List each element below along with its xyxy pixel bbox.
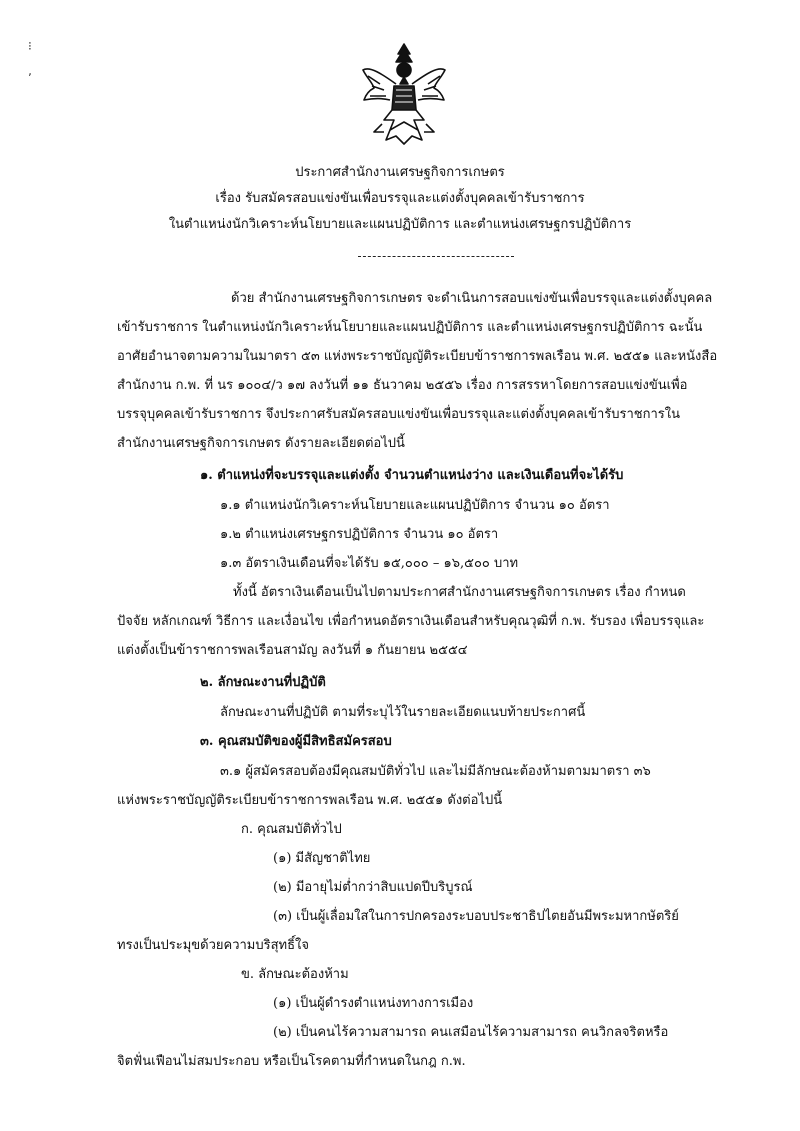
intro-line-1: ด้วย สำนักงานเศรษฐกิจการเกษตร จะดำเนินการสอบแข่งขันเพื่อบรรจุและแต่งตั้งบุคคล: [231, 291, 713, 306]
section-1-item-2: ๑.๒ ตำแหน่งเศรษฐกรปฏิบัติการ จำนวน ๑๐ อัตรา: [220, 527, 499, 542]
section-2-heading: ๒. ลักษณะงานที่ปฏิบัติ: [200, 675, 326, 690]
agency-title: ประกาศสำนักงานเศรษฐกิจการเกษตร: [295, 165, 505, 180]
section-3-intro-line-1: ๓.๑ ผู้สมัครสอบต้องมีคุณสมบัติทั่วไป และไม่มีลักษณะต้องห้ามตามมาตรา ๓๖: [220, 764, 651, 779]
section-3-intro-line-2: แห่งพระราชบัญญัติระเบียบข้าราชการพลเรือน พ.ศ. ๒๕๕๑ ดังต่อไปนี้: [117, 793, 503, 808]
subject-line: เรื่อง รับสมัครสอบแข่งขันเพื่อบรรจุและแต่งตั้งบุคคลเข้ารับราชการ: [215, 191, 585, 206]
prohibited-item-1: (๑) เป็นผู้ดำรงตำแหน่งทางการเมือง: [273, 996, 474, 1011]
intro-line-4: สำนักงาน ก.พ. ที่ นร ๑๐๐๔/ว ๑๗ ลงวันที่ ๑๑ ธันวาคม ๒๕๕๖ เรื่อง การสรรหาโดยการสอบแข่งขันเพื่อ: [117, 378, 688, 393]
margin-mark: ٬: [28, 71, 32, 85]
section-1-note-line-2: ปัจจัย หลักเกณฑ์ วิธีการ และเงื่อนไข เพื่อกำหนดอัตราเงินเดือนสำหรับคุณวุฒิที่ ก.พ. รับรอง เพื่อบรรจุและ: [117, 614, 705, 629]
document-header: [0, 160, 800, 238]
prohibited-heading: ข. ลักษณะต้องห้าม: [241, 967, 349, 982]
positions-line: ในตำแหน่งนักวิเคราะห์นโยบายและแผนปฏิบัติการ และตำแหน่งเศรษฐกรปฏิบัติการ: [168, 217, 632, 232]
general-qualification-3-line-2: ทรงเป็นประมุขด้วยความบริสุทธิ์ใจ: [117, 938, 310, 953]
prohibited-item-2-line-1: (๒) เป็นคนไร้ความสามารถ คนเสมือนไร้ความสามารถ คนวิกลจริตหรือ: [273, 1025, 669, 1040]
intro-line-5: บรรจุบุคคลเข้ารับราชการ จึงประกาศรับสมัครสอบแข่งขันเพื่อบรรจุและแต่งตั้งบุคคลเข้ารับราชการใน: [117, 407, 681, 422]
section-3-heading: ๓. คุณสมบัติของผู้มีสิทธิสมัครสอบ: [200, 734, 392, 749]
section-1-note-line-1: ทั้งนี้ อัตราเงินเดือนเป็นไปตามประกาศสำนักงานเศรษฐกิจการเกษตร เรื่อง กำหนด: [233, 585, 686, 600]
intro-line-6: สำนักงานเศรษฐกิจการเกษตร ดังรายละเอียดต่อไปนี้: [117, 436, 405, 451]
prohibited-item-2-line-2: จิตฟั่นเฟือนไม่สมประกอบ หรือเป็นโรคตามที่กำหนดในกฎ ก.พ.: [117, 1054, 466, 1069]
general-qualification-3-line-1: (๓) เป็นผู้เลื่อมใสในการปกครองระบอบประชาธิปไตยอันมีพระมหากษัตริย์: [273, 909, 679, 924]
section-1-heading: ๑. ตำแหน่งที่จะบรรจุและแต่งตั้ง จำนวนตำแหน่งว่าง และเงินเดือนที่จะได้รับ: [200, 468, 624, 483]
garuda-emblem-icon: [360, 40, 448, 148]
margin-mark: ⁝: [28, 39, 32, 53]
section-2-text: ลักษณะงานที่ปฏิบัติ ตามที่ระบุไว้ในรายละเอียดแนบท้ายประกาศนี้: [220, 705, 586, 720]
general-qualifications-heading: ก. คุณสมบัติทั่วไป: [241, 822, 342, 837]
section-1-note-line-3: แต่งตั้งเป็นข้าราชการพลเรือนสามัญ ลงวันที่ ๑ กันยายน ๒๕๕๔: [117, 643, 468, 658]
general-qualification-2: (๒) มีอายุไม่ต่ำกว่าสิบแปดปีบริบูรณ์: [273, 880, 473, 895]
general-qualification-1: (๑) มีสัญชาติไทย: [273, 851, 371, 866]
intro-line-2: เข้ารับราชการ ในตำแหน่งนักวิเคราะห์นโยบายและแผนปฏิบัติการ และตำแหน่งเศรษฐกรปฏิบัติการ ฉะนั้น: [117, 320, 703, 335]
dashed-divider: [358, 256, 514, 257]
section-1-item-1: ๑.๑ ตำแหน่งนักวิเคราะห์นโยบายและแผนปฏิบัติการ จำนวน ๑๐ อัตรา: [220, 498, 610, 513]
section-1-item-3: ๑.๓ อัตราเงินเดือนที่จะได้รับ ๑๕,๐๐๐ – ๑๖,๕๐๐ บาท: [220, 556, 519, 571]
intro-line-3: อาศัยอำนาจตามความในมาตรา ๕๓ แห่งพระราชบัญญัติระเบียบข้าราชการพลเรือน พ.ศ. ๒๕๕๑ และหนังสือ: [117, 349, 718, 364]
margin-marks: [28, 30, 32, 94]
